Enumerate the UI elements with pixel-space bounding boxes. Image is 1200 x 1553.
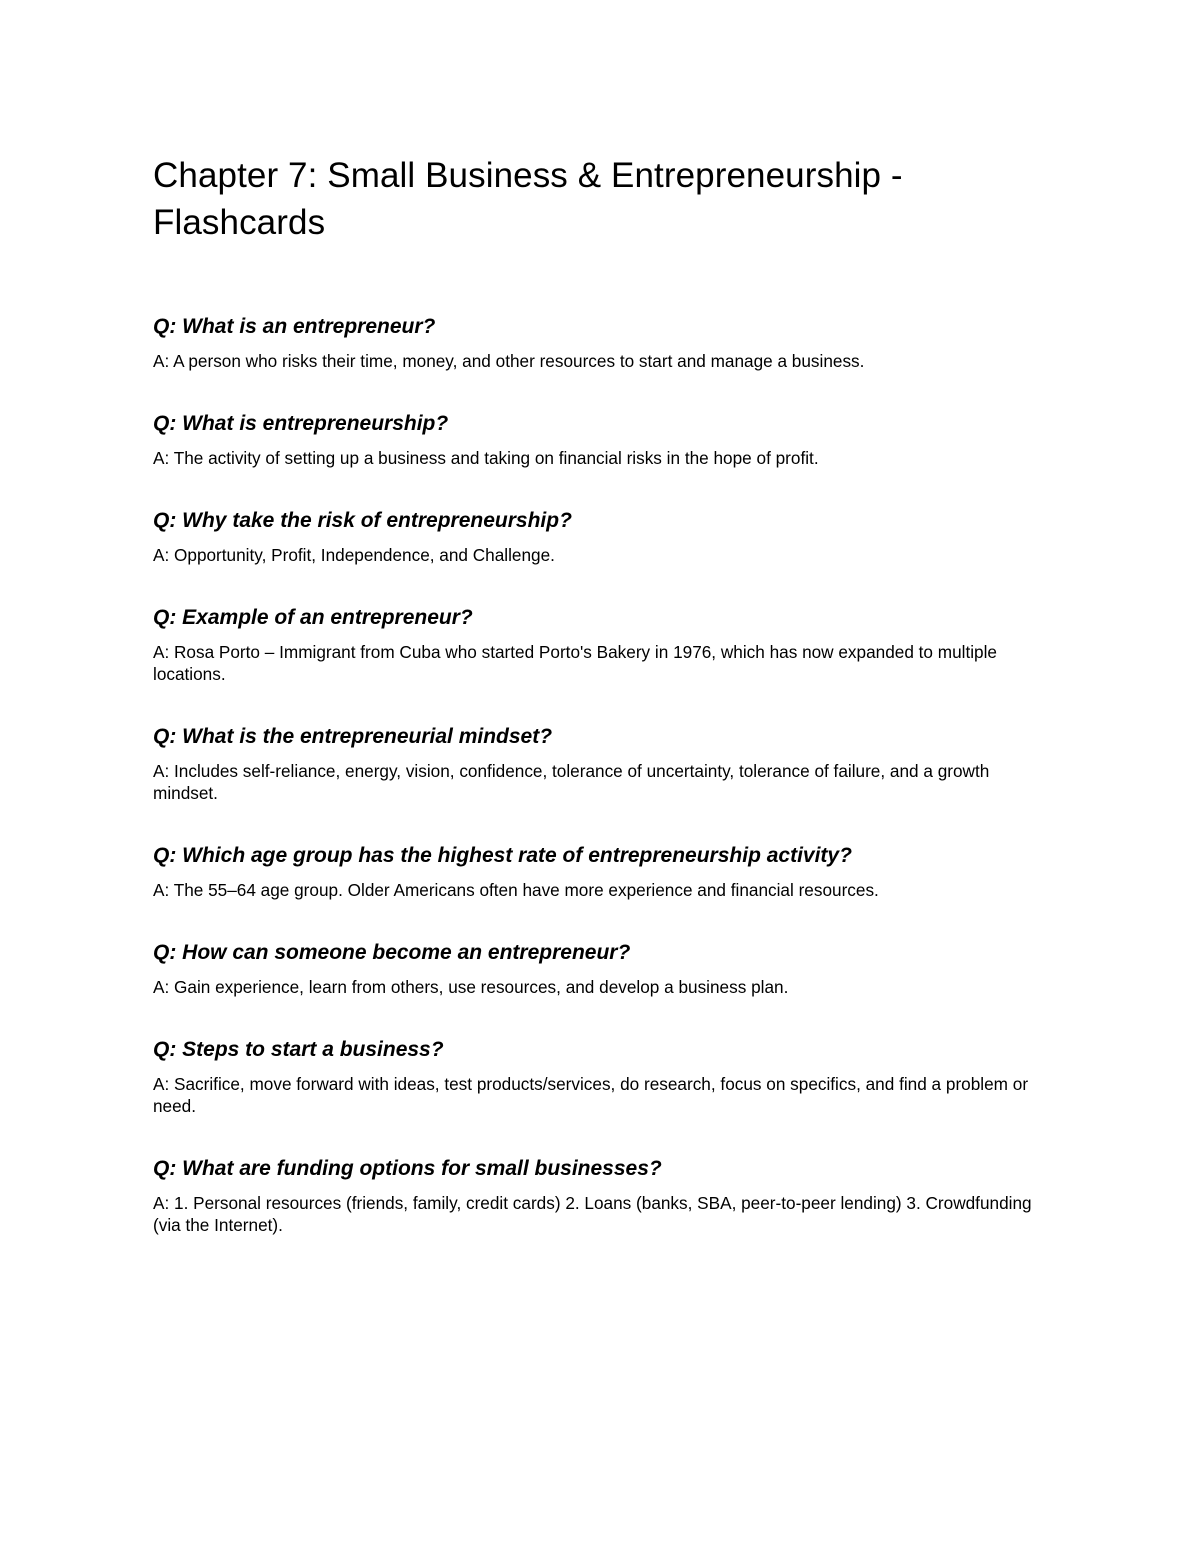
flashcard-question: Q: What is entrepreneurship? xyxy=(153,412,449,435)
flashcard xyxy=(153,940,1058,998)
flashcard-answer: A: The activity of setting up a business and taking on financial risks in the hope of profit. xyxy=(153,448,819,468)
flashcard-answer: A: Opportunity, Profit, Independence, and Challenge. xyxy=(153,545,555,565)
flashcard-answer: A: A person who risks their time, money, and other resources to start and manage a business. xyxy=(153,351,865,371)
flashcard-question: Q: What is the entrepreneurial mindset? xyxy=(153,725,553,748)
flashcard-answer: A: Gain experience, learn from others, use resources, and develop a business plan. xyxy=(153,977,789,997)
page-title: Chapter 7: Small Business & Entrepreneurship - Flashcards xyxy=(153,156,903,242)
flashcard xyxy=(153,314,1058,372)
flashcard-question: Q: Example of an entrepreneur? xyxy=(153,606,473,629)
flashcard xyxy=(153,411,1058,469)
flashcard-answer: A: Rosa Porto – Immigrant from Cuba who started Porto's Bakery in 1976, which has now expanded to multiple locations. xyxy=(153,642,997,684)
flashcard-question: Q: Steps to start a business? xyxy=(153,1038,444,1061)
flashcard xyxy=(153,843,1058,901)
flashcard-answer: A: Includes self-reliance, energy, vision, confidence, tolerance of uncertainty, tolerance of failure, and a growth mindset. xyxy=(153,761,990,803)
flashcard xyxy=(153,508,1058,566)
flashcard-answer: A: 1. Personal resources (friends, family, credit cards) 2. Loans (banks, SBA, peer-to-peer lending) 3. Crowdfunding (via the Internet). xyxy=(153,1193,1032,1235)
flashcard xyxy=(153,605,1058,685)
flashcard-question: Q: Which age group has the highest rate of entrepreneurship activity? xyxy=(153,844,852,867)
flashcard-question: Q: Why take the risk of entrepreneurship? xyxy=(153,509,572,532)
flashcard-answer: A: The 55–64 age group. Older Americans often have more experience and financial resources. xyxy=(153,880,879,900)
flashcard xyxy=(153,724,1058,804)
document-page xyxy=(153,152,1058,1236)
flashcard-answer: A: Sacrifice, move forward with ideas, test products/services, do research, focus on specifics, and find a problem or need. xyxy=(153,1074,1029,1116)
flashcard-question: Q: How can someone become an entrepreneur? xyxy=(153,941,631,964)
flashcard-question: Q: What is an entrepreneur? xyxy=(153,315,436,338)
flashcard-list xyxy=(153,314,1058,1236)
flashcard-question: Q: What are funding options for small businesses? xyxy=(153,1157,662,1180)
flashcard xyxy=(153,1037,1058,1117)
flashcard xyxy=(153,1156,1058,1236)
